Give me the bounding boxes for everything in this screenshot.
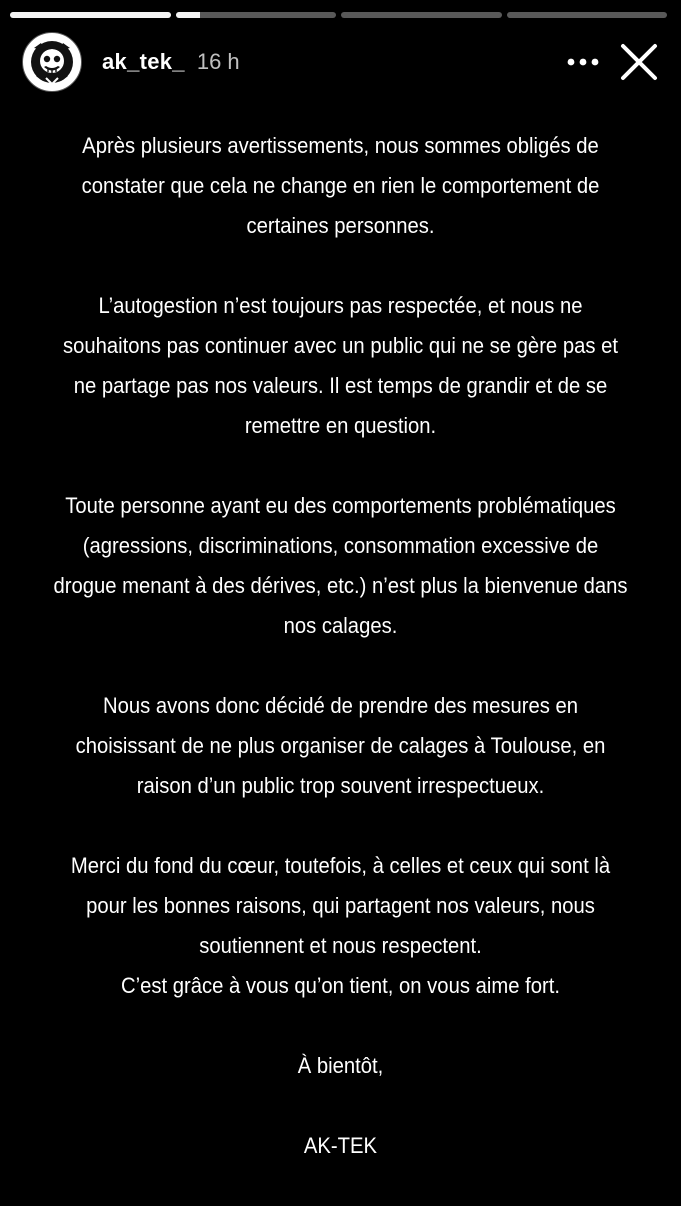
- username[interactable]: ak_tek_: [102, 49, 185, 74]
- post-time: 16 h: [196, 49, 240, 74]
- progress-segment-1: [10, 12, 171, 18]
- close-icon: [620, 43, 658, 81]
- progress-segment-2: [176, 12, 337, 18]
- story-paragraph-3: Toute personne ayant eu des comportements problématiques (agressions, discriminations, consommation excessive de drogue menant à des dérives, etc.) n’est plus la bienvenue dans nos calages.: [53, 493, 628, 638]
- story-signature: AK-TEK: [303, 1133, 378, 1158]
- progress-segment-4: [507, 12, 668, 18]
- progress-segment-3: [341, 12, 502, 18]
- more-options-button[interactable]: [561, 40, 605, 84]
- progress-fill: [10, 12, 171, 18]
- progress-fill: [176, 12, 200, 18]
- story-paragraph-5: Merci du fond du cœur, toutefois, à celles et ceux qui sont là pour les bonnes raisons, qui partagent nos valeurs, nous soutiennent et nous respectent. C’est grâce à vous qu’on tient, on vous aime fort.: [70, 853, 611, 998]
- story-paragraph-1: Après plusieurs avertissements, nous sommes obligés de constater que cela ne change en rien le comportement de certaines personnes.: [81, 133, 600, 238]
- avatar-logo-icon: [24, 34, 80, 90]
- ak-tek-logo-avatar[interactable]: [22, 32, 82, 92]
- story-signoff: À bientôt,: [297, 1053, 384, 1078]
- story-paragraph-4: Nous avons donc décidé de prendre des mesures en choisissant de ne plus organiser de calages à Toulouse, en raison d’un public trop souvent irrespectueux.: [75, 693, 606, 798]
- story-header: [22, 32, 665, 92]
- story-text: [0, 126, 681, 1206]
- story-progress-bar: [10, 12, 667, 18]
- more-options-icon: [566, 57, 600, 67]
- story-paragraph-2: L’autogestion n’est toujours pas respectée, et nous ne souhaitons pas continuer avec un public qui ne se gère pas et ne partage pas nos valeurs. Il est temps de grandir et de se remettre en question.: [62, 293, 618, 438]
- close-button[interactable]: [613, 36, 665, 88]
